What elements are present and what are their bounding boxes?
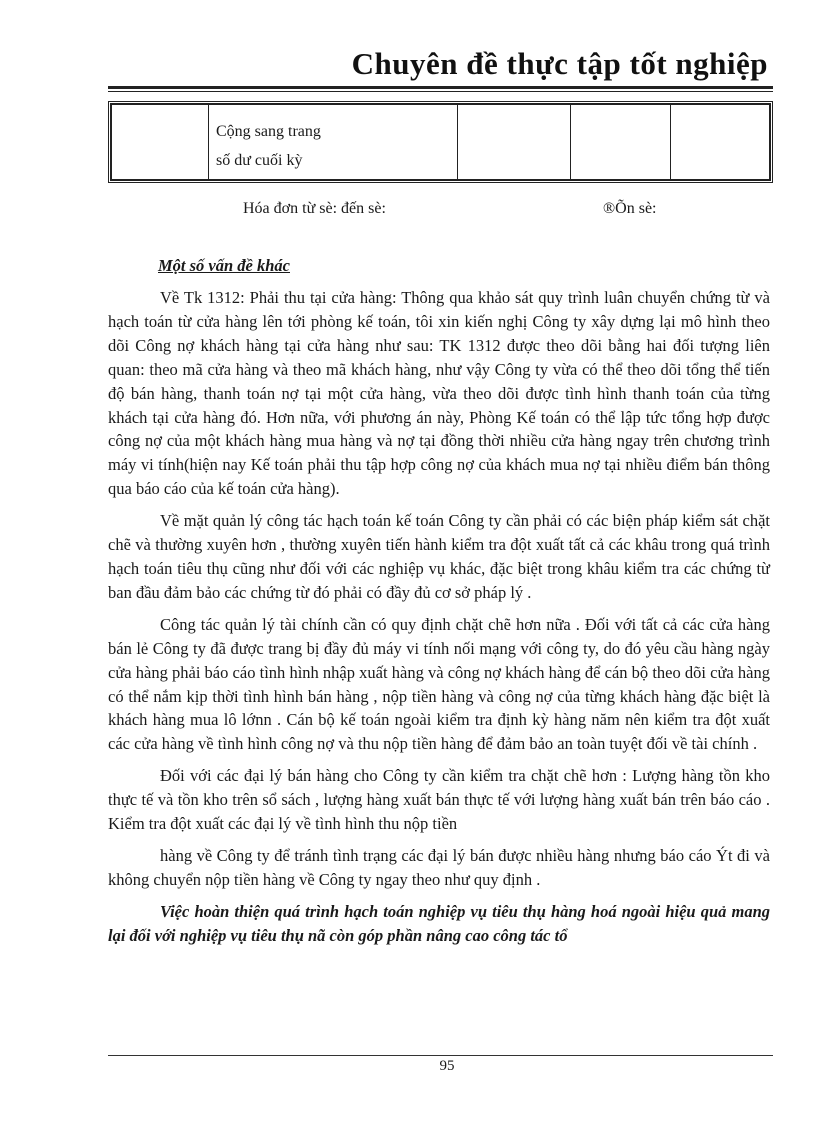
table-cell-empty <box>458 105 571 180</box>
balance-table <box>108 101 773 183</box>
paragraph: hàng về Công ty để tránh tình trạng các đại lý bán được nhiều hàng nhưng báo cáo Ýt đi và không chuyển nộp tiền hàng về Công ty ngay theo như quy định . <box>108 845 770 889</box>
header-divider <box>108 86 773 92</box>
page-header-title: Chuyên đề thực tập tốt nghiệp <box>351 46 768 81</box>
paragraph: Đối với các đại lý bán hàng cho Công ty cần kiểm tra chặt chẽ hơn : Lượng hàng tồn kho thực tế và tồn kho trên sổ sách , lượng hàng xuất bán thực tế với lượng hàng xuất bán trên báo cáo . Kiểm tra đột xuất các đại lý về tình hình thu nộp tiền <box>108 766 770 834</box>
closing-balance-label: số dư cuối kỳ <box>216 152 303 169</box>
table-cell-label <box>209 105 458 180</box>
paragraph: Công tác quản lý tài chính cần có quy định chặt chẽ hơn nữa . Đối với tất cả các cửa hàng bán lẻ Công ty đã được trang bị đầy đủ máy vi tính nối mạng với công ty, do đó yêu cầu hàng ngày cửa hàng phải báo cáo tình hình nhập xuất hàng và công nợ khách hàng để cán bộ theo dõi cửa hàng có thể nắm kịp thời tình hình bán hàng , nộp tiền hàng và công nợ của từng khách hàng đặc biệt là khách hàng mua lô lớnn . Cán bộ kế toán ngoài kiểm tra định kỳ hàng năm nên kiểm tra đột xuất các cửa hàng về tình hình công nợ và thu nộp tiền hàng để đảm bảo an toàn tuyệt đối về tài chính . <box>108 614 770 754</box>
table-cell-empty <box>671 105 770 180</box>
page-number: 95 <box>439 1058 455 1074</box>
table-cell-empty <box>112 105 209 180</box>
invoice-range-label: Hóa đơn từ sè: đến sè: <box>243 200 386 217</box>
carry-forward-label: Cộng sang trang <box>216 123 321 140</box>
conclusion-paragraph: Việc hoàn thiện quá trình hạch toán nghiệp vụ tiêu thụ hàng hoá ngoài hiệu quả mang lại đối với nghiệp vụ tiêu thụ nã còn góp phần nâng cao công tác tổ <box>108 901 770 945</box>
invoice-end-label: ®Õn sè: <box>603 200 657 217</box>
table-row <box>112 105 770 180</box>
section-heading: Một số vấn đề khác <box>158 256 290 275</box>
table-cell-empty <box>571 105 671 180</box>
footer-divider <box>108 1055 773 1056</box>
paragraph: Về mặt quản lý công tác hạch toán kế toán Công ty cần phải có các biện pháp kiểm sát chặt chẽ và thường xuyên hơn , thường xuyên tiến hành kiểm tra đột xuất tất cả các khâu trong quá trình hạch toán tiêu thụ cũng như đối với các nghiệp vụ khác, đặc biệt trong khâu kiểm tra các chứng từ ban đầu đảm bảo các chứng từ đó phải có đầy đủ cơ sở pháp lý . <box>108 511 770 602</box>
paragraph: Về Tk 1312: Phải thu tại cửa hàng: Thông qua khảo sát quy trình luân chuyển chứng từ và hạch toán từ cửa hàng lên tới phòng kế toán, tôi xin kiến nghị Công ty xây dựng lại mô hình theo dõi Công nợ khách hàng tại cửa hàng như sau: TK 1312 được theo dõi bằng hai đối tượng liên quan: theo mã cửa hàng và theo mã khách hàng, như vậy Công ty vừa có thể theo dõi tổng thể tiến độ bán hàng, thanh toán nợ tại một cửa hàng, vừa theo dõi được tình hình thanh toán của từng khách tại cửa hàng đó. Hơn nữa, với phương án này, Phòng Kế toán có thể lập tức tổng hợp được công nợ của một khách hàng mua hàng và nợ tại đồng thời nhiều cửa hàng ngay trên chương trình máy vi tính(hiện nay Kế toán phải thu tập hợp công nợ của khách mua nợ tại nhiều điểm bán thông qua báo cáo của kế toán cửa hàng). <box>108 288 770 499</box>
body-text <box>108 286 770 956</box>
